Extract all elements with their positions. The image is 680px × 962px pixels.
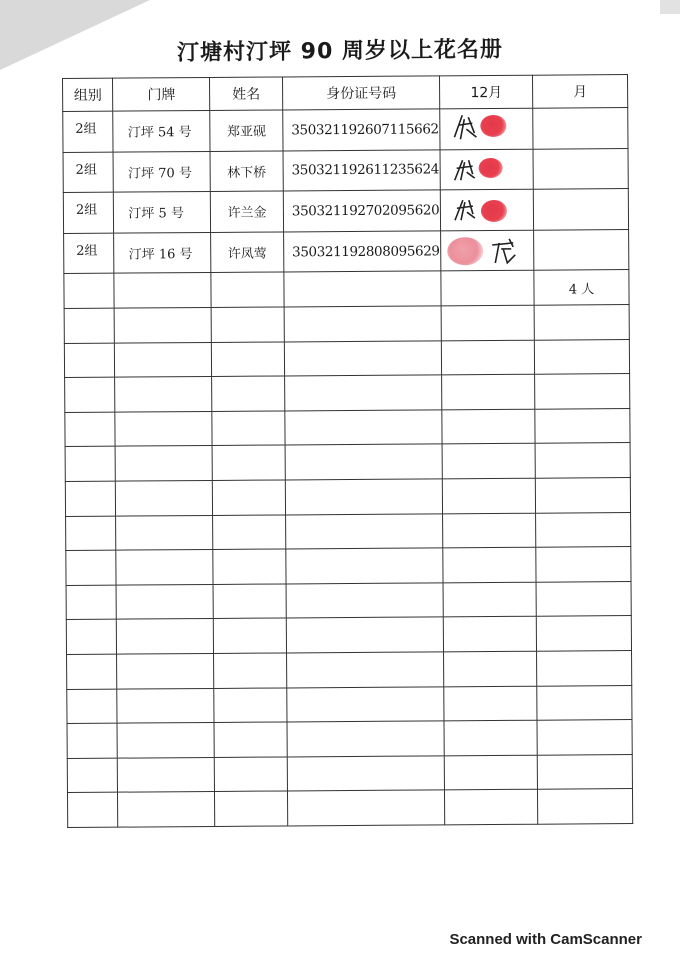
cell-id-number: 350321192611235624 (283, 149, 441, 191)
fingerprint-stamp (479, 158, 503, 178)
cell-signature (440, 108, 533, 149)
roster-table (62, 74, 633, 828)
cell-name: 许凤莺 (211, 232, 284, 273)
cell-group: 2组 (64, 233, 115, 274)
cell-month-blank (534, 229, 629, 270)
table-row (67, 650, 632, 689)
table-row (67, 720, 632, 759)
table-row (65, 408, 630, 447)
table-row (63, 148, 628, 193)
header-december: 12月 (440, 75, 533, 109)
document-title: 汀塘村汀坪 90 周岁以上花名册 (176, 37, 504, 66)
table-row (63, 189, 628, 234)
header-door: 门牌 (113, 77, 210, 111)
cell-signature (441, 189, 534, 230)
cell-id-number: 350321192607115662 (283, 109, 441, 151)
cell-name: 许兰金 (211, 191, 284, 232)
table-row (65, 443, 630, 482)
cell-group: 2组 (63, 111, 114, 152)
table-row (64, 339, 629, 378)
table-row (63, 108, 628, 153)
cell-door: 汀坪 70 号 (113, 151, 210, 192)
cell-month-blank (533, 148, 628, 189)
cell-signature (440, 149, 533, 190)
table-row (66, 512, 631, 551)
cell-id-number: 350321192808095629 (284, 231, 442, 273)
table-row (67, 789, 632, 828)
fingerprint-stamp (447, 237, 483, 265)
table-row (64, 270, 629, 309)
cell-id-number: 350321192702095620 (283, 190, 441, 232)
fingerprint-stamp (481, 115, 507, 137)
table-row (66, 547, 631, 586)
cell-blank (441, 271, 534, 306)
cell-blank (64, 274, 115, 309)
header-month: 月 (533, 75, 628, 109)
cell-signature (441, 230, 534, 271)
table-row (66, 581, 631, 620)
table-row (67, 754, 632, 793)
cell-name: 郑亚砚 (210, 110, 283, 151)
signature-mark (451, 154, 481, 182)
header-name: 姓名 (210, 77, 283, 111)
header-group: 组别 (63, 78, 114, 111)
cell-blank (114, 273, 211, 308)
cell-group: 2组 (63, 192, 114, 233)
cell-month-blank (533, 189, 628, 230)
cell-month-blank (533, 108, 628, 149)
table-row (67, 685, 632, 724)
table-row (66, 616, 631, 655)
fingerprint-stamp (481, 200, 507, 222)
signature-mark (489, 235, 519, 265)
cell-blank (211, 272, 284, 307)
header-id-number: 身份证号码 (282, 76, 440, 110)
table-row (64, 229, 629, 274)
page-edge-shadow (660, 0, 680, 14)
header-row (63, 75, 628, 112)
signature-mark (451, 111, 481, 141)
table-row (65, 374, 630, 413)
cell-group: 2组 (63, 152, 114, 193)
total-count: 4 人 (534, 270, 629, 305)
cell-door: 汀坪 16 号 (114, 232, 211, 273)
scanner-watermark: Scanned with CamScanner (449, 931, 642, 948)
cell-name: 林下桥 (210, 151, 283, 192)
table-row (65, 477, 630, 516)
signature-mark (451, 194, 481, 222)
cell-door: 汀坪 54 号 (113, 110, 210, 151)
table-row (64, 305, 629, 344)
cell-blank (284, 271, 442, 307)
cell-door: 汀坪 5 号 (114, 192, 211, 233)
